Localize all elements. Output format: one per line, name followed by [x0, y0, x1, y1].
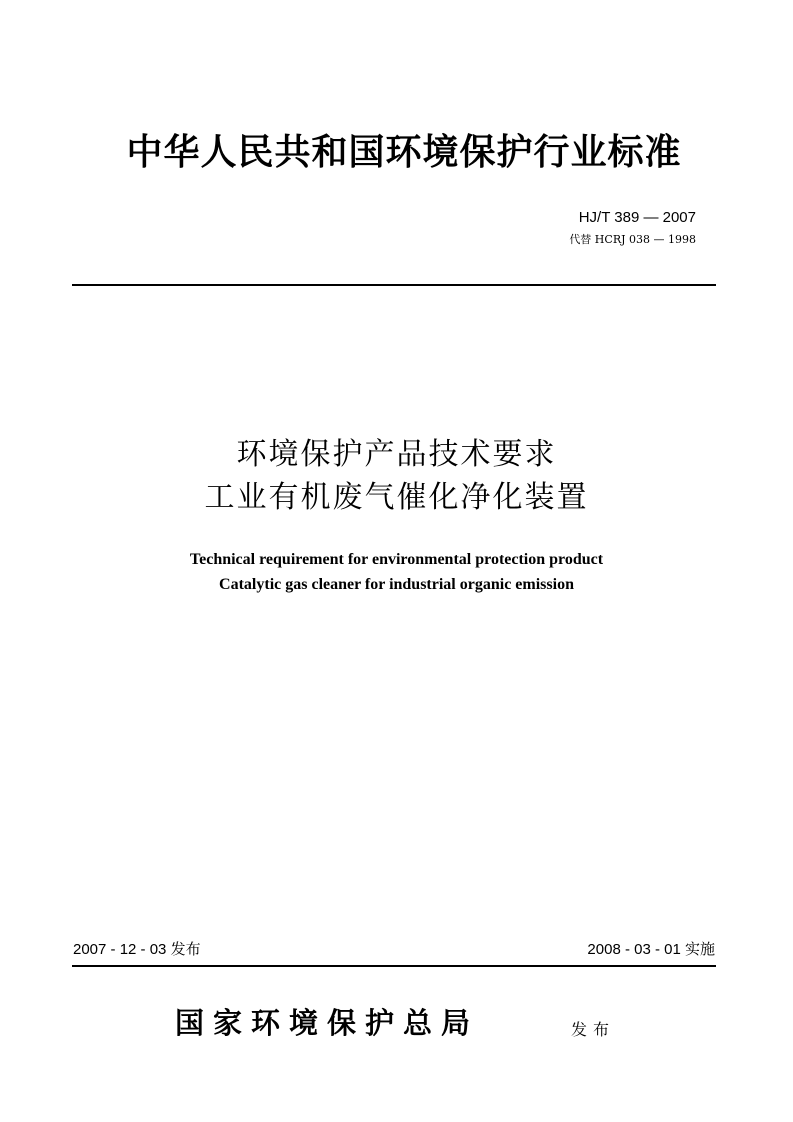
standard-number: HJ/T 389 — 2007: [578, 209, 696, 226]
issue-date: 2007 - 12 - 03 发布: [73, 941, 201, 958]
issuing-label: 发布: [571, 1020, 616, 1039]
standard-category-title: 中华人民共和国环境保护行业标准: [126, 131, 682, 173]
chinese-title-line-1: 环境保护产品技术要求: [236, 437, 557, 472]
replaced-standard: 代替 HCRJ 038 — 1998: [569, 233, 696, 246]
chinese-title-line-2: 工业有机废气催化净化装置: [204, 480, 589, 515]
bottom-divider: [72, 965, 716, 967]
issuing-authority: 国家环境保护总局: [175, 1006, 480, 1040]
english-title-line-2: Catalytic gas cleaner for industrial organic emission: [219, 576, 574, 593]
implementation-date: 2008 - 03 - 01 实施: [587, 941, 715, 958]
top-divider: [72, 284, 716, 286]
english-title-line-1: Technical requirement for environmental protection product: [189, 551, 604, 568]
